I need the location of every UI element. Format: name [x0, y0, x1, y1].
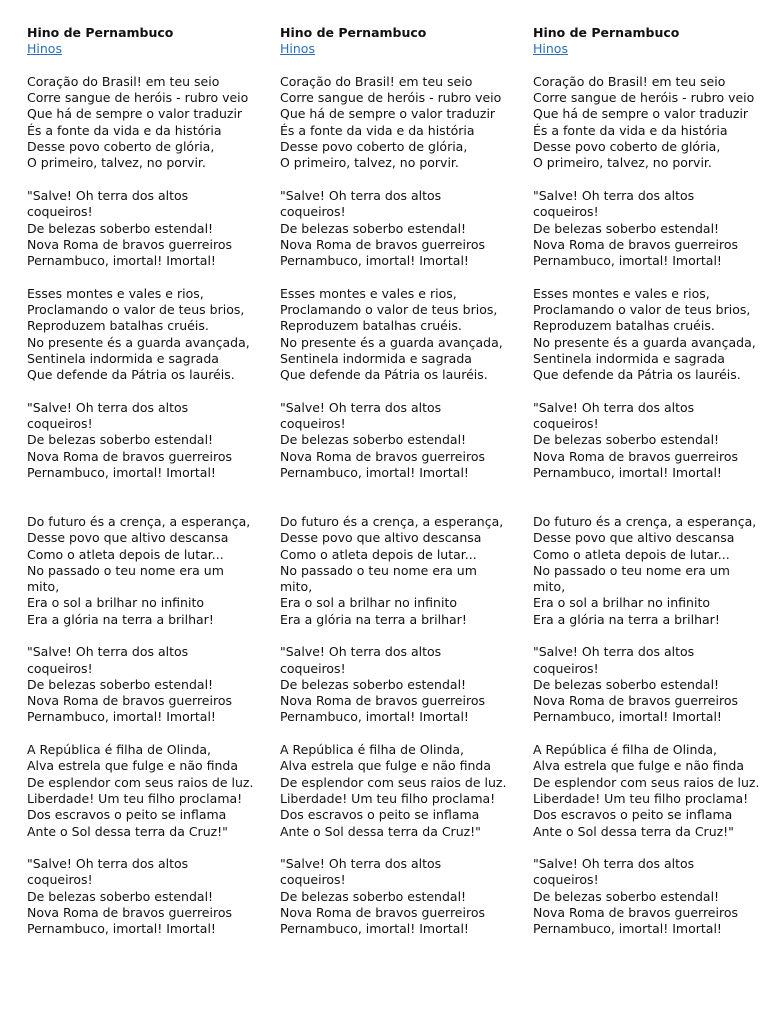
lyric-line: De belezas soberbo estendal! — [280, 676, 467, 692]
lyric-line: coqueiros! — [27, 660, 93, 676]
lyric-line: Ante o Sol dessa terra da Cruz!" — [533, 823, 734, 839]
stanza-gap — [533, 840, 768, 856]
chorus — [27, 188, 267, 269]
lyric-line: Sentinela indormida e sagrada — [533, 350, 725, 366]
lyric-line: coqueiros! — [280, 660, 346, 676]
lyric-line: O primeiro, talvez, no porvir. — [533, 155, 712, 171]
lyric-line: Corre sangue de heróis - rubro veio — [280, 90, 502, 106]
chorus — [27, 644, 267, 725]
lyric-line: coqueiros! — [533, 660, 599, 676]
lyric-line: "Salve! Oh terra dos altos — [533, 644, 695, 660]
lyric-line: Desse povo que altivo descansa — [280, 530, 482, 546]
lyric-line: Pernambuco, imortal! Imortal! — [533, 709, 722, 725]
lyric-line: Dos escravos o peito se inflama — [27, 807, 227, 823]
lyric-line: coqueiros! — [280, 872, 346, 888]
stanza-gap — [27, 726, 267, 742]
lyric-line: Desse povo coberto de glória, — [533, 139, 721, 155]
lyric-line: Corre sangue de heróis - rubro veio — [533, 90, 755, 106]
lyric-line: coqueiros! — [27, 204, 93, 220]
lyric-line: Pernambuco, imortal! Imortal! — [533, 253, 722, 269]
lyric-line: "Salve! Oh terra dos altos — [280, 856, 442, 872]
chorus — [280, 188, 520, 269]
lyric-line: De belezas soberbo estendal! — [280, 220, 467, 236]
lyric-line: Ante o Sol dessa terra da Cruz!" — [27, 823, 228, 839]
lyric-line: De esplendor com seus raios de luz. — [27, 774, 254, 790]
stanza-gap — [533, 726, 768, 742]
lyric-line: Desse povo coberto de glória, — [27, 139, 215, 155]
lyric-line: No presente és a guarda avançada, — [533, 334, 756, 350]
lyric-line: Liberdade! Um teu filho proclama! — [27, 790, 243, 806]
lyric-line: Desse povo coberto de glória, — [280, 139, 468, 155]
verse-3 — [27, 514, 267, 628]
verse-2 — [27, 286, 267, 384]
lyric-line: Do futuro és a crença, a esperança, — [280, 513, 504, 529]
chorus — [533, 644, 768, 725]
stanza-gap — [280, 384, 520, 400]
verse-1 — [280, 74, 520, 172]
lyric-line: Sentinela indormida e sagrada — [27, 350, 219, 366]
lyric-line: O primeiro, talvez, no porvir. — [27, 155, 206, 171]
lyric-line: mito, — [280, 579, 313, 595]
lyric-line: Liberdade! Um teu filho proclama! — [533, 790, 749, 806]
stanza-gap — [27, 628, 267, 644]
verse-4 — [27, 742, 267, 840]
lyric-line: Corre sangue de heróis - rubro veio — [27, 90, 249, 106]
lyric-line: És a fonte da vida e da história — [27, 122, 222, 138]
lyric-line: Pernambuco, imortal! Imortal! — [533, 921, 722, 937]
lyric-line: Pernambuco, imortal! Imortal! — [27, 921, 216, 937]
link-row — [27, 41, 267, 57]
hymn-column-3 — [533, 25, 768, 938]
lyric-line: Esses montes e vales e rios, — [533, 285, 710, 301]
hymn-column-2 — [280, 25, 520, 938]
hinos-link[interactable]: Hinos — [27, 41, 62, 57]
lyric-line: Nova Roma de bravos guerreiros — [27, 236, 232, 252]
verse-1 — [27, 74, 267, 172]
lyric-line: Nova Roma de bravos guerreiros — [27, 905, 232, 921]
lyric-line: Nova Roma de bravos guerreiros — [280, 448, 485, 464]
lyric-line: De esplendor com seus raios de luz. — [533, 774, 760, 790]
lyric-line: De belezas soberbo estendal! — [27, 888, 214, 904]
stanza-gap — [280, 172, 520, 188]
stanza-gap — [27, 172, 267, 188]
lyric-line: coqueiros! — [533, 872, 599, 888]
lyric-line: Que há de sempre o valor traduzir — [533, 106, 749, 122]
hymn-title: Hino de Pernambuco — [533, 25, 680, 40]
stanza-gap — [280, 269, 520, 285]
chorus — [533, 400, 768, 481]
lyric-line: Alva estrela que fulge e não finda — [533, 758, 744, 774]
lyric-line: De belezas soberbo estendal! — [27, 676, 214, 692]
stanza-gap — [280, 840, 520, 856]
stanza-gap — [27, 384, 267, 400]
lyric-line: De belezas soberbo estendal! — [27, 432, 214, 448]
lyric-line: Pernambuco, imortal! Imortal! — [280, 709, 469, 725]
stanza-gap — [280, 628, 520, 644]
lyric-line: Proclamando o valor de teus brios, — [280, 302, 498, 318]
lyric-line: Pernambuco, imortal! Imortal! — [27, 465, 216, 481]
lyric-line: Alva estrela que fulge e não finda — [27, 758, 238, 774]
lyric-line: coqueiros! — [280, 416, 346, 432]
lyric-line: Desse povo que altivo descansa — [533, 530, 735, 546]
lyric-line: Que defende da Pátria os lauréis. — [533, 367, 741, 383]
stanza-gap — [27, 840, 267, 856]
lyric-line: Era o sol a brilhar no infinito — [280, 595, 458, 611]
hymn-column-1 — [27, 25, 267, 938]
chorus — [280, 856, 520, 937]
lyric-line: Era o sol a brilhar no infinito — [27, 595, 205, 611]
chorus — [27, 400, 267, 481]
lyric-line: De belezas soberbo estendal! — [533, 888, 720, 904]
link-row — [533, 41, 768, 57]
lyric-line: Dos escravos o peito se inflama — [280, 807, 480, 823]
chorus — [27, 856, 267, 937]
lyric-line: Pernambuco, imortal! Imortal! — [280, 921, 469, 937]
lyric-line: Coração do Brasil! em teu seio — [27, 73, 220, 89]
lyric-line: Que há de sempre o valor traduzir — [280, 106, 496, 122]
lyric-line: "Salve! Oh terra dos altos — [27, 856, 189, 872]
stanza-gap — [533, 172, 768, 188]
lyric-line: Pernambuco, imortal! Imortal! — [27, 709, 216, 725]
lyric-line: No passado o teu nome era um — [27, 562, 224, 578]
lyric-line: És a fonte da vida e da história — [280, 122, 475, 138]
verse-3 — [533, 514, 768, 628]
hinos-link[interactable]: Hinos — [533, 41, 568, 57]
lyric-line: Coração do Brasil! em teu seio — [280, 73, 473, 89]
lyric-line: Reproduzem batalhas cruéis. — [27, 318, 209, 334]
lyric-line: "Salve! Oh terra dos altos — [27, 399, 189, 415]
lyric-line: A República é filha de Olinda, — [27, 742, 212, 758]
lyric-line: Pernambuco, imortal! Imortal! — [533, 465, 722, 481]
lyric-line: Proclamando o valor de teus brios, — [27, 302, 245, 318]
lyric-line: mito, — [27, 579, 60, 595]
verse-4 — [533, 742, 768, 840]
lyric-line: No passado o teu nome era um — [533, 562, 730, 578]
lyric-line: No presente és a guarda avançada, — [280, 334, 503, 350]
stanza-gap — [280, 58, 520, 74]
lyric-line: "Salve! Oh terra dos altos — [280, 399, 442, 415]
hymn-title: Hino de Pernambuco — [280, 25, 427, 40]
lyric-line: "Salve! Oh terra dos altos — [533, 399, 695, 415]
lyric-line: Esses montes e vales e rios, — [27, 285, 204, 301]
hymn-title: Hino de Pernambuco — [27, 25, 174, 40]
lyric-line: És a fonte da vida e da história — [533, 122, 728, 138]
lyric-line: Nova Roma de bravos guerreiros — [27, 448, 232, 464]
lyric-line: coqueiros! — [27, 416, 93, 432]
lyric-line: Era a glória na terra a brilhar! — [533, 611, 720, 627]
lyric-line: Era a glória na terra a brilhar! — [27, 611, 214, 627]
lyric-line: Que defende da Pátria os lauréis. — [27, 367, 235, 383]
stanza-gap — [27, 58, 267, 74]
lyric-line: Do futuro és a crença, a esperança, — [27, 513, 251, 529]
lyric-line: De belezas soberbo estendal! — [533, 220, 720, 236]
lyric-line: Nova Roma de bravos guerreiros — [280, 236, 485, 252]
verse-2 — [280, 286, 520, 384]
lyric-line: coqueiros! — [533, 416, 599, 432]
lyric-line: Era a glória na terra a brilhar! — [280, 611, 467, 627]
lyric-line: Ante o Sol dessa terra da Cruz!" — [280, 823, 481, 839]
lyric-line: O primeiro, talvez, no porvir. — [280, 155, 459, 171]
lyric-line: Nova Roma de bravos guerreiros — [533, 448, 738, 464]
stanza-gap — [27, 481, 267, 514]
stanza-gap — [533, 384, 768, 400]
lyric-line: A República é filha de Olinda, — [533, 742, 718, 758]
lyric-line: De belezas soberbo estendal! — [533, 432, 720, 448]
lyric-line: Coração do Brasil! em teu seio — [533, 73, 726, 89]
chorus — [280, 400, 520, 481]
stanza-gap — [280, 481, 520, 514]
stanza-gap — [280, 726, 520, 742]
lyric-line: Como o atleta depois de lutar... — [280, 546, 477, 562]
lyric-line: Reproduzem batalhas cruéis. — [533, 318, 715, 334]
verse-1 — [533, 74, 768, 172]
verse-4 — [280, 742, 520, 840]
lyric-line: Sentinela indormida e sagrada — [280, 350, 472, 366]
lyric-line: De belezas soberbo estendal! — [280, 432, 467, 448]
lyric-line: "Salve! Oh terra dos altos — [280, 187, 442, 203]
verse-2 — [533, 286, 768, 384]
chorus — [280, 644, 520, 725]
lyric-line: A República é filha de Olinda, — [280, 742, 465, 758]
lyric-line: coqueiros! — [27, 872, 93, 888]
stanza-gap — [533, 628, 768, 644]
lyric-line: Liberdade! Um teu filho proclama! — [280, 790, 496, 806]
lyric-line: De belezas soberbo estendal! — [533, 676, 720, 692]
chorus — [533, 188, 768, 269]
stanza-gap — [533, 481, 768, 514]
lyric-line: Pernambuco, imortal! Imortal! — [27, 253, 216, 269]
stanza-gap — [533, 58, 768, 74]
stanza-gap — [533, 269, 768, 285]
lyric-line: mito, — [533, 579, 566, 595]
lyric-line: Pernambuco, imortal! Imortal! — [280, 465, 469, 481]
lyric-line: Nova Roma de bravos guerreiros — [280, 693, 485, 709]
lyric-line: "Salve! Oh terra dos altos — [533, 856, 695, 872]
lyric-line: Como o atleta depois de lutar... — [27, 546, 224, 562]
lyric-line: Que há de sempre o valor traduzir — [27, 106, 243, 122]
lyric-line: De belezas soberbo estendal! — [280, 888, 467, 904]
lyric-line: coqueiros! — [533, 204, 599, 220]
hinos-link[interactable]: Hinos — [280, 41, 315, 57]
lyric-line: "Salve! Oh terra dos altos — [27, 187, 189, 203]
lyric-line: Nova Roma de bravos guerreiros — [533, 693, 738, 709]
lyric-line: Reproduzem batalhas cruéis. — [280, 318, 462, 334]
lyric-line: Desse povo que altivo descansa — [27, 530, 229, 546]
lyric-line: "Salve! Oh terra dos altos — [533, 187, 695, 203]
verse-3 — [280, 514, 520, 628]
lyric-line: No presente és a guarda avançada, — [27, 334, 250, 350]
lyric-line: Nova Roma de bravos guerreiros — [533, 905, 738, 921]
lyric-line: Pernambuco, imortal! Imortal! — [280, 253, 469, 269]
lyric-line: Que defende da Pátria os lauréis. — [280, 367, 488, 383]
lyric-line: "Salve! Oh terra dos altos — [27, 644, 189, 660]
lyric-line: "Salve! Oh terra dos altos — [280, 644, 442, 660]
lyric-line: Nova Roma de bravos guerreiros — [280, 905, 485, 921]
lyric-line: De esplendor com seus raios de luz. — [280, 774, 507, 790]
stanza-gap — [27, 269, 267, 285]
lyric-line: Nova Roma de bravos guerreiros — [27, 693, 232, 709]
lyric-line: No passado o teu nome era um — [280, 562, 477, 578]
lyric-line: Como o atleta depois de lutar... — [533, 546, 730, 562]
lyric-line: De belezas soberbo estendal! — [27, 220, 214, 236]
lyric-line: coqueiros! — [280, 204, 346, 220]
link-row — [280, 41, 520, 57]
lyric-line: Dos escravos o peito se inflama — [533, 807, 733, 823]
lyric-line: Era o sol a brilhar no infinito — [533, 595, 711, 611]
lyric-line: Do futuro és a crença, a esperança, — [533, 513, 757, 529]
lyric-line: Proclamando o valor de teus brios, — [533, 302, 751, 318]
chorus — [533, 856, 768, 937]
lyric-line: Alva estrela que fulge e não finda — [280, 758, 491, 774]
lyric-line: Nova Roma de bravos guerreiros — [533, 236, 738, 252]
lyric-line: Esses montes e vales e rios, — [280, 285, 457, 301]
